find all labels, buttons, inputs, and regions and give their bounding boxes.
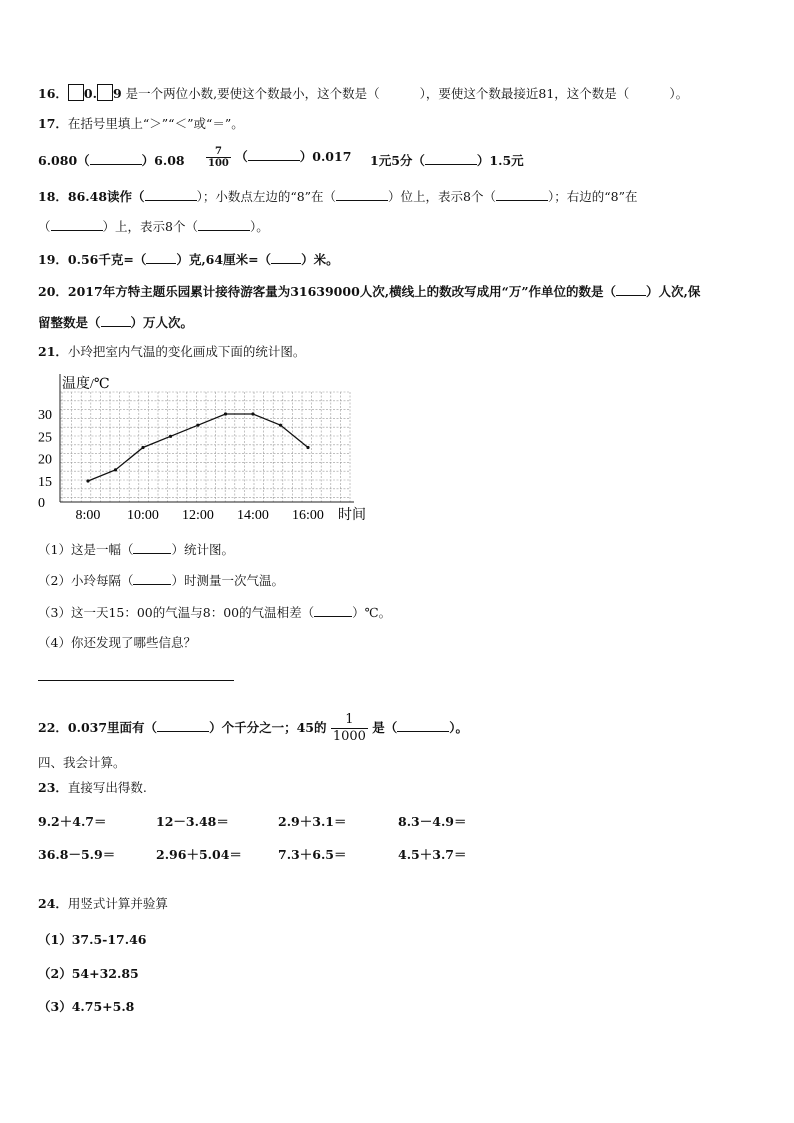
y-tick-label: 15	[38, 475, 52, 490]
question-text: ）克,64厘米=（	[176, 252, 272, 267]
question-text: ）时测量一次气温。	[171, 573, 284, 588]
item-text: ）0.017	[299, 149, 352, 164]
calc-item: 36.8－5.9＝	[38, 847, 116, 862]
question-text: 留整数是（	[38, 315, 101, 330]
y-axis-label: 温度/℃	[62, 377, 110, 392]
question-text: ）米。	[301, 252, 339, 267]
question-number: 16．	[38, 86, 68, 101]
answer-blank[interactable]	[133, 572, 171, 585]
q24-item: （1）37.5-17.46	[38, 932, 147, 947]
question-number: 19．	[38, 252, 68, 267]
data-point	[224, 412, 227, 415]
x-tick-label: 12:00	[182, 508, 214, 523]
data-point	[251, 412, 254, 415]
question-text: 0.037里面有（	[67, 720, 158, 735]
answer-blank[interactable]	[248, 148, 300, 161]
digit-box	[68, 84, 84, 101]
x-axis-label: 时间	[338, 508, 366, 523]
temperature-line-chart	[38, 368, 378, 528]
question-text: 2017年方特主题乐园累计接待游客量为31639000人次,横线上的数改写成用“万”作单位的数是（	[67, 284, 617, 299]
answer-blank[interactable]	[101, 314, 131, 327]
answer-blank[interactable]	[629, 86, 669, 98]
question-text: （3）这一天15：00的气温与8：00的气温相差（	[38, 605, 315, 620]
x-tick-label: 16:00	[292, 508, 324, 523]
y-tick-label: 20	[38, 452, 52, 468]
question-text: 86.48读作（	[67, 189, 145, 204]
question-17	[38, 116, 244, 132]
question-16	[38, 84, 688, 102]
question-text: ）。	[669, 86, 689, 101]
answer-blank[interactable]	[425, 152, 477, 165]
calc-item: 9.2＋4.7＝	[38, 814, 107, 829]
question-text: （2）小玲每隔（	[38, 573, 134, 588]
question-number: 20．	[38, 284, 68, 299]
question-23	[38, 780, 147, 796]
answer-blank[interactable]	[496, 188, 548, 201]
question-number: 17．	[38, 116, 68, 131]
q21-sub2	[38, 572, 284, 589]
question-18-line1	[38, 188, 638, 205]
answer-blank[interactable]	[271, 251, 301, 264]
answer-blank[interactable]	[145, 188, 197, 201]
q21-sub1	[38, 541, 234, 558]
answer-blank[interactable]	[380, 86, 420, 98]
question-24	[38, 896, 168, 912]
question-text: ）万人次。	[130, 315, 194, 330]
answer-blank[interactable]	[133, 541, 171, 554]
question-text: ）；右边的“8”在	[548, 189, 638, 204]
question-text: ）个千分之一；45的	[209, 720, 327, 735]
q17-item-a	[38, 152, 185, 169]
question-18-line2	[38, 218, 269, 235]
question-text: （4）你还发现了哪些信息？	[38, 635, 196, 650]
calc-item: 12－3.48＝	[156, 814, 229, 829]
y-tick-label: 30	[38, 408, 52, 423]
data-point	[86, 479, 89, 482]
question-number: 22．	[38, 720, 68, 735]
y-tick-labels	[38, 408, 52, 511]
item-text: 6.080（	[38, 153, 90, 168]
digit-box	[97, 84, 113, 101]
x-tick-label: 14:00	[237, 508, 269, 523]
digit-nine: 9	[112, 86, 122, 101]
answer-blank[interactable]	[157, 719, 209, 732]
item-text: （	[235, 149, 248, 164]
calc-item: 8.3－4.9＝	[398, 814, 467, 829]
answer-blank[interactable]	[146, 251, 176, 264]
question-20-line1	[38, 283, 700, 300]
answer-blank[interactable]	[198, 218, 250, 231]
question-text: ）。	[449, 720, 469, 735]
denominator: 1000	[332, 729, 366, 744]
section-heading: 四、我会计算。	[38, 755, 126, 770]
answer-blank[interactable]	[336, 188, 388, 201]
q24-item: （2）54+32.85	[38, 966, 139, 981]
answer-blank[interactable]	[90, 152, 142, 165]
data-point	[114, 468, 117, 471]
x-tick-label: 8:00	[75, 508, 101, 523]
q24-item: （3）4.75+5.8	[38, 999, 135, 1014]
q21-sub3	[38, 604, 391, 621]
question-text: 在括号里填上“＞”“＜”或“＝”。	[67, 116, 244, 131]
question-text: （1）这是一幅（	[38, 542, 134, 557]
question-text: ）人次,保	[646, 284, 701, 299]
question-number: 23．	[38, 780, 68, 795]
question-19	[38, 251, 339, 268]
calc-item: 7.3＋6.5＝	[278, 847, 347, 862]
item-text: ）6.08	[141, 153, 185, 168]
question-text: ）；小数点左边的“8”在（	[196, 189, 337, 204]
q17-item-b	[206, 146, 351, 169]
question-text: ）℃。	[352, 605, 392, 620]
question-22	[38, 712, 468, 745]
data-point	[279, 424, 282, 427]
question-text: 是一个两位小数,要使这个数最小，这个数是（	[125, 86, 380, 101]
data-point	[169, 435, 172, 438]
fraction	[331, 712, 368, 745]
x-tick-labels	[76, 508, 324, 523]
calc-item: 2.96＋5.04＝	[156, 847, 242, 862]
answer-blank[interactable]	[314, 604, 352, 617]
question-21	[38, 344, 305, 360]
answer-blank[interactable]	[616, 283, 646, 296]
question-number: 18．	[38, 189, 68, 204]
question-text: ）位上，表示8个（	[388, 189, 497, 204]
question-text: 小玲把室内气温的变化画成下面的统计图。	[67, 344, 306, 359]
item-text: 1元5分（	[370, 153, 425, 168]
question-number: 21．	[38, 344, 68, 359]
question-text: ），要使这个数最接近81，这个数是（	[419, 86, 630, 101]
question-text: 是（	[372, 720, 398, 735]
x-tick-label: 10:00	[127, 508, 159, 523]
q21-sub4	[38, 635, 196, 651]
calc-item: 4.5＋3.7＝	[398, 847, 467, 862]
data-point	[196, 424, 199, 427]
numerator: 1	[331, 712, 368, 729]
answer-blank[interactable]	[51, 218, 103, 231]
question-text: 0.56千克=（	[67, 252, 147, 267]
question-number: 24．	[38, 896, 68, 911]
numerator: 7	[206, 146, 231, 158]
question-text: ）统计图。	[171, 542, 234, 557]
y-tick-label: 0	[38, 496, 45, 511]
y-tick-label: 25	[38, 430, 52, 446]
question-text: 用竖式计算并验算	[67, 896, 168, 911]
data-point	[141, 446, 144, 449]
question-text: ）上，表示8个（	[102, 219, 198, 234]
denominator: 100	[208, 158, 229, 169]
data-point	[306, 446, 309, 449]
item-text: ）1.5元	[476, 153, 524, 168]
answer-blank[interactable]	[397, 719, 449, 732]
fraction	[206, 146, 231, 169]
calc-item: 2.9＋3.1＝	[278, 814, 347, 829]
question-text: ）。	[249, 219, 269, 234]
q17-item-c	[370, 152, 524, 169]
question-20-line2	[38, 314, 193, 331]
decimal-part: 0.	[83, 86, 97, 101]
question-text: （	[38, 219, 51, 234]
question-text: 直接写出得数.	[67, 780, 147, 795]
answer-line[interactable]	[38, 680, 234, 681]
